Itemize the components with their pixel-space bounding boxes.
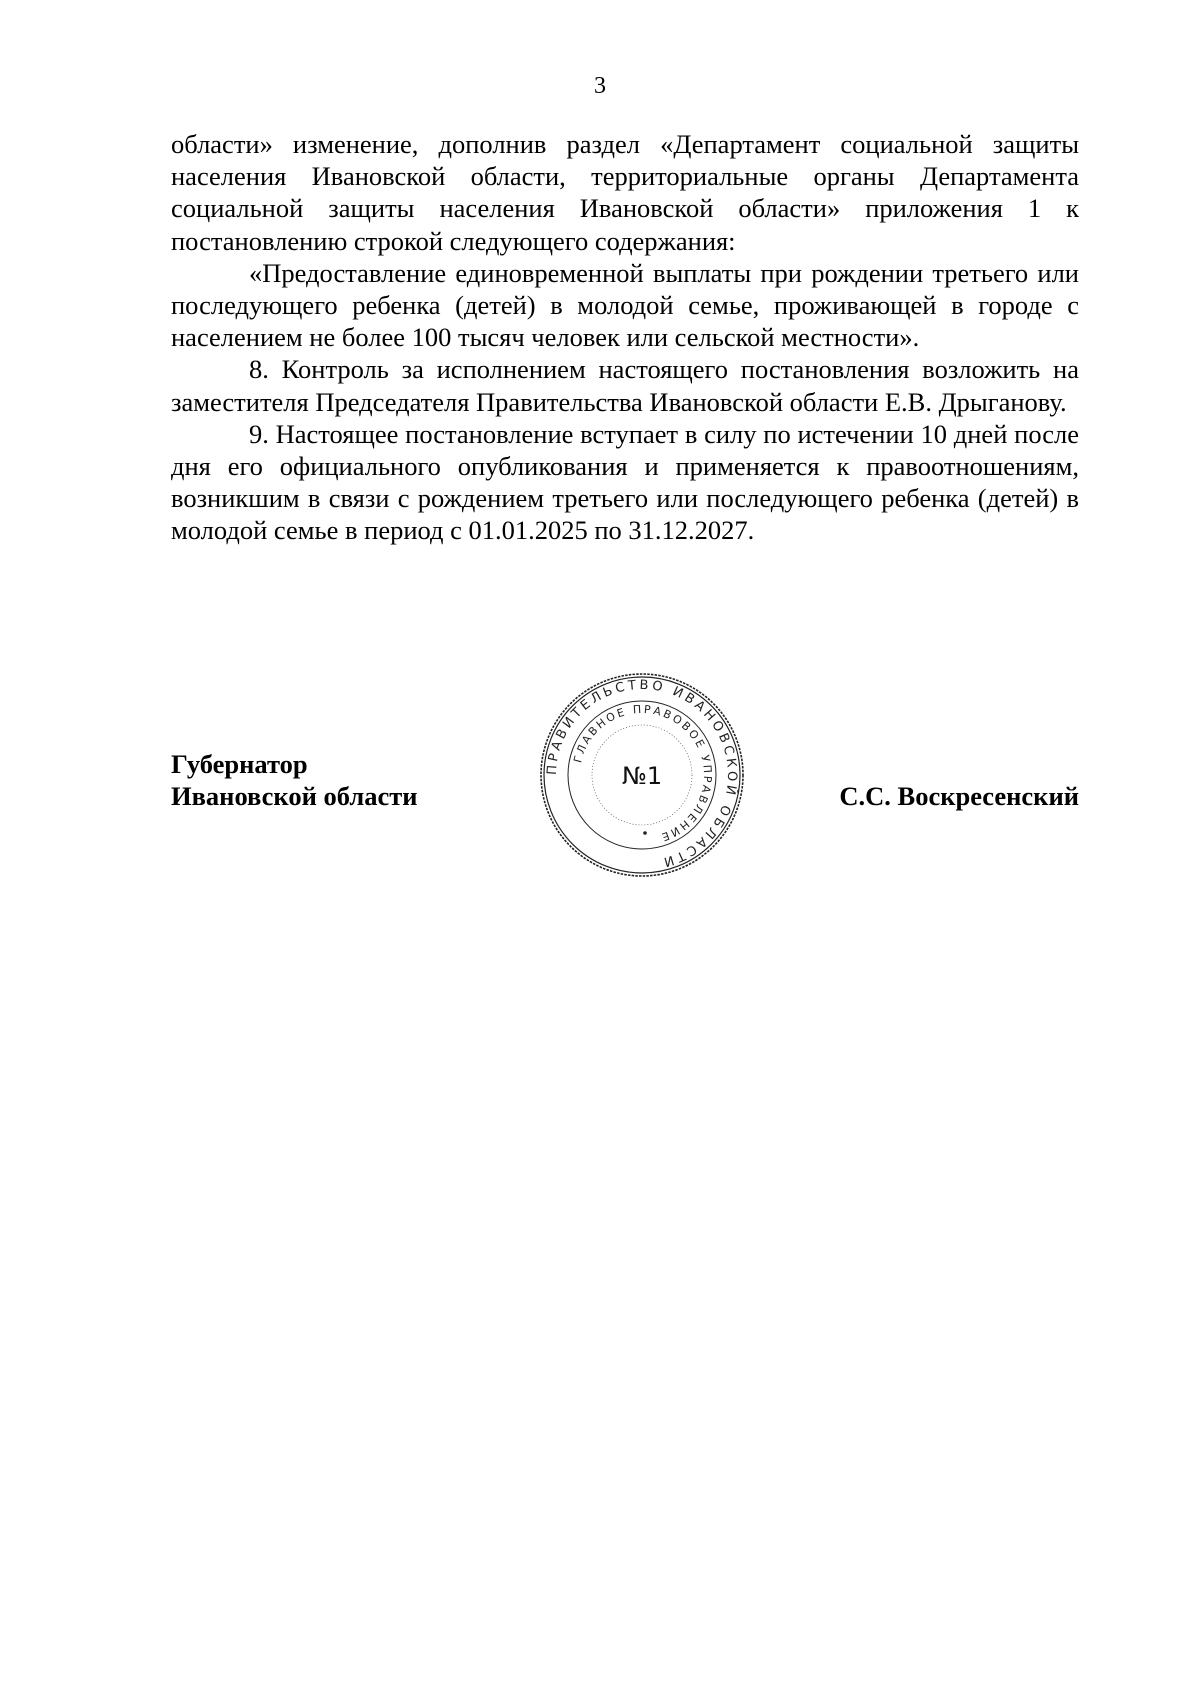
page-number: 3 xyxy=(594,73,606,99)
signatory-region: Ивановской области xyxy=(171,781,418,812)
paragraph-continuation: области» изменение, дополнив раздел «Департамент социальной защиты населения Ивановской области, территориальные органы Департамента социальной защиты населения Ивановской области» приложения 1 к постановлению строкой следующего содержания: xyxy=(171,129,1079,256)
signatory-title: Губернатор xyxy=(171,749,308,779)
signatory-position xyxy=(171,748,418,812)
seal-outer-text: ПРАВИТЕЛЬСТВО ИВАНОВСКОЙ ОБЛАСТИ xyxy=(544,677,740,870)
signature-block xyxy=(171,748,1079,818)
seal-inner-text: ГЛАВНОЕ ПРАВОВОЕ УПРАВЛЕНИЕ xyxy=(571,702,715,845)
document-body xyxy=(171,128,1079,547)
seal-number: №1 xyxy=(621,762,663,790)
paragraph-quoted-service: «Предоставление единовременной выплаты при рождении третьего или последующего ребенка (детей) в молодой семье, проживающей в городе с населением не более 100 тысяч человек или сельской местности». xyxy=(171,257,1079,353)
paragraph-item-9: 9. Настоящее постановление вступает в силу по истечении 10 дней после дня его официального опубликования и применяется к правоотношениям, возникшим в связи с рождением третьего или последующего ребенка (детей) в молодой семье в период с 01.01.2025 по 31.12.2027. xyxy=(171,418,1079,546)
paragraph-item-8: 8. Контроль за исполнением настоящего постановления возложить на заместителя Председателя Правительства Ивановской области Е.В. Дрыганову. xyxy=(171,354,1079,417)
signatory-name: С.С. Воскресенский xyxy=(839,781,1079,811)
